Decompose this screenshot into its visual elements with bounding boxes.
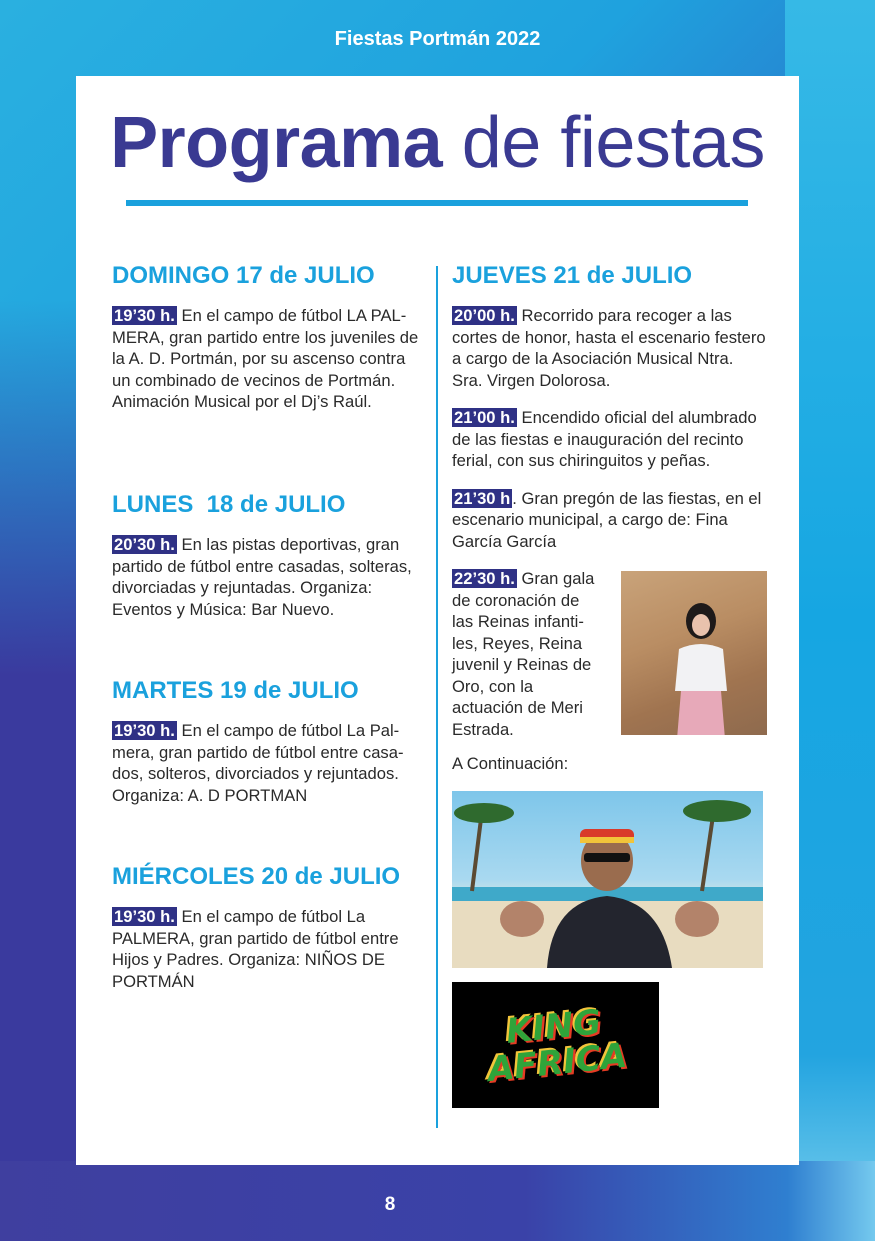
event-block bbox=[452, 407, 767, 472]
event-time-badge: 19’30 h. bbox=[114, 907, 175, 926]
event-description: En las pistas deportivas, gran partido de fútbol entre casadas, solteras, divorciadas y rejuntadas. Organiza: Eventos y Música: Bar Nuevo. bbox=[112, 535, 412, 619]
day-heading: LUNES 18 de JULIO bbox=[112, 491, 346, 518]
event-time-badge: 22’30 h. bbox=[454, 569, 515, 588]
artist-beach-photo bbox=[452, 791, 763, 968]
header-title: Fiestas Portmán 2022 bbox=[334, 28, 541, 50]
event-entry bbox=[452, 488, 767, 553]
singer-silhouette bbox=[671, 599, 731, 735]
event-description: En el campo de fútbol LA PALMERA, gran partido entre los juveniles de la A. D. Portmán, por su ascenso contra un combinado de vecinos de Portmán. Animación Musical por el Dj’s Raúl. bbox=[112, 306, 419, 411]
program-card bbox=[76, 76, 799, 1165]
event-time-badge: 19’30 h. bbox=[114, 721, 175, 740]
day-heading: MARTES 19 de JULIO bbox=[112, 677, 359, 704]
day-block-miercoles bbox=[112, 863, 427, 992]
event-entry bbox=[452, 407, 767, 472]
event-time-badge: 20’00 h. bbox=[454, 306, 515, 325]
event-description: . Gran pregón de las fiestas, en el escenario municipal, a cargo de: Fina García García bbox=[452, 488, 762, 551]
day-block-lunes bbox=[112, 491, 427, 620]
day-heading: MIÉRCOLES 20 de JULIO bbox=[112, 863, 401, 890]
title-underline bbox=[126, 200, 748, 206]
event-entry bbox=[452, 305, 767, 391]
beach-scene bbox=[452, 791, 763, 968]
event-description: En el campo de fútbol La PALMERA, gran partido de fútbol entre Hijos y Padres. Organiza: NIÑOS DE PORTMÁN bbox=[112, 907, 399, 991]
column-divider bbox=[436, 266, 438, 1128]
logo-text: KING AFRICA bbox=[485, 1001, 629, 1090]
event-description: En el campo de fútbol La Palmera, gran partido de fútbol entre casados, solteros, divorciados y rejuntados. Organiza: A. D PORTMAN bbox=[112, 721, 404, 805]
event-time-badge: 20’30 h. bbox=[114, 535, 175, 554]
singer-photo bbox=[621, 571, 767, 735]
king-africa-logo bbox=[452, 982, 659, 1108]
day-heading: JUEVES 21 de JULIO bbox=[452, 262, 693, 289]
event-description: Encendido oficial del alumbrado de las fiestas e inauguración del recinto ferial, con sus chiringuitos y peñas. bbox=[452, 408, 757, 470]
background-left-gradient bbox=[0, 300, 80, 1241]
day-block-martes bbox=[112, 677, 427, 806]
event-description: Recorrido para recoger a las cortes de honor, hasta el escenario festero a cargo de la Asociación Musical Ntra. Sra. Virgen Dolorosa. bbox=[452, 306, 766, 390]
event-description: Gran gala de coronación de las Reinas infantiles, Reyes, Reina juvenil y Reinas de Oro, con la actuación de Meri Estrada. bbox=[452, 569, 595, 739]
page-title bbox=[76, 102, 799, 184]
event-block-gala bbox=[452, 568, 767, 741]
event-entry bbox=[112, 906, 427, 992]
event-time-badge: 19’30 h. bbox=[114, 306, 175, 325]
event-entry bbox=[112, 720, 427, 806]
continuation-label: A Continuación: bbox=[452, 754, 569, 773]
event-entry bbox=[112, 305, 427, 413]
right-column bbox=[452, 262, 767, 1108]
day-block-domingo bbox=[112, 262, 427, 413]
event-entry bbox=[112, 534, 427, 620]
page-title-bold: Programa bbox=[110, 103, 443, 183]
event-time-badge: 21’00 h. bbox=[454, 408, 515, 427]
event-block bbox=[452, 305, 767, 391]
event-time-badge: 21’30 h bbox=[454, 488, 511, 508]
day-heading: DOMINGO 17 de JULIO bbox=[112, 262, 375, 289]
page-title-light: de fiestas bbox=[461, 103, 765, 183]
page-number: 8 bbox=[384, 1194, 396, 1215]
event-block bbox=[452, 488, 767, 553]
